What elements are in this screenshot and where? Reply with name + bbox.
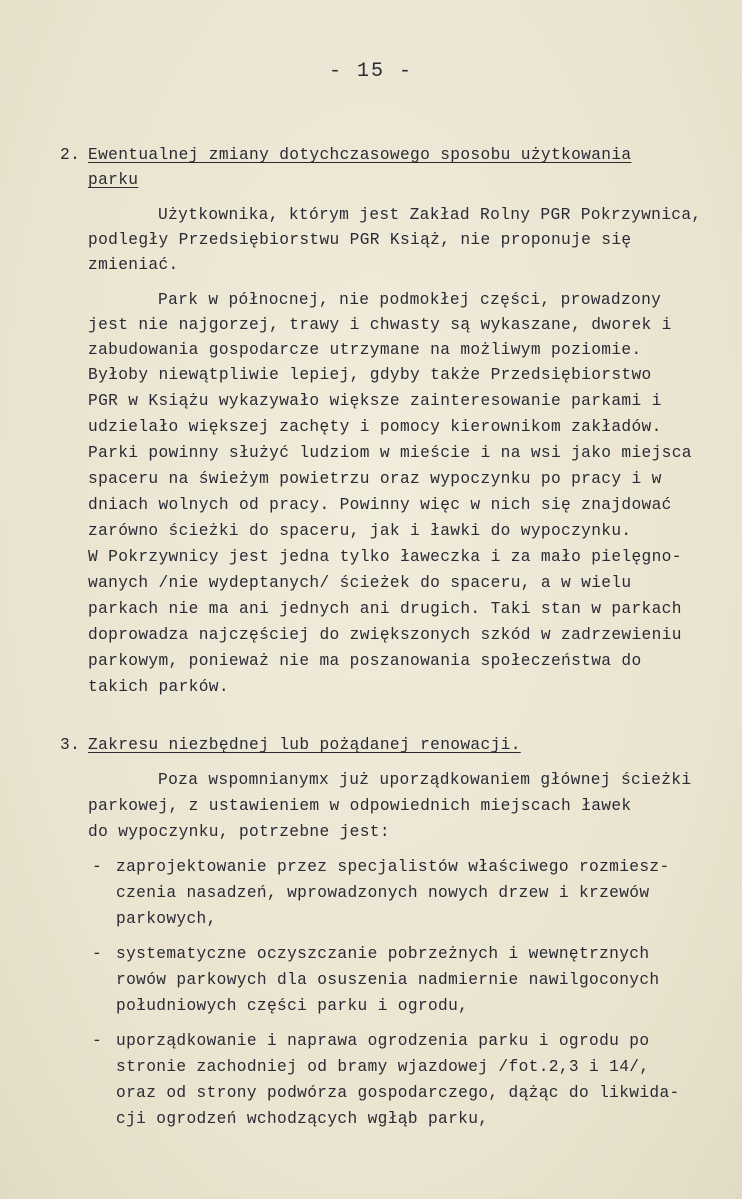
section-3-intro-line: Poza wspomnianymx już uporządkowaniem głównej ścieżki: [158, 771, 692, 789]
paragraph-2-line: jest nie najgorzej, trawy i chwasty są wykaszane, dworek i: [88, 316, 672, 334]
paragraph-2-line: parkowym, ponieważ nie ma poszanowania społeczeństwa do: [88, 652, 642, 670]
paragraph-1-line: zmieniać.: [88, 256, 179, 274]
paragraph-2-line: parkach nie ma ani jednych ani drugich. Taki stan w parkach: [88, 600, 682, 618]
list-item-dash: -: [92, 945, 103, 963]
paragraph-2-line: Parki powinny służyć ludziom w mieście i na wsi jako miejsca: [88, 444, 692, 462]
list-item-line: uporządkowanie i naprawa ogrodzenia parku i ogrodu po: [116, 1032, 650, 1050]
paragraph-2-line: W Pokrzywnicy jest jedna tylko ławeczka i za mało pielęgno-: [88, 548, 682, 566]
section-2-number: 2.: [60, 146, 81, 164]
paragraph-2-line: Park w północnej, nie podmokłej części, prowadzony: [158, 291, 662, 309]
paragraph-2-line: spaceru na świeżym powietrzu oraz wypoczynku po pracy i w: [88, 470, 662, 488]
paragraph-2-line: udzielało większej zachęty i pomocy kierownikom zakładów.: [88, 418, 662, 436]
section-3-heading: Zakresu niezbędnej lub pożądanej renowacji.: [88, 736, 521, 754]
section-3-number: 3.: [60, 736, 81, 754]
list-item-line: rowów parkowych dla osuszenia nadmiernie nawilgoconych: [116, 971, 660, 989]
paragraph-2-line: takich parków.: [88, 678, 229, 696]
paragraph-1-line: podległy Przedsiębiorstwu PGR Książ, nie proponuje się: [88, 231, 632, 249]
paragraph-1-line: Użytkownika, którym jest Zakład Rolny PGR Pokrzywnica,: [158, 206, 702, 224]
page-number: - 15 -: [328, 60, 413, 83]
paragraph-2-line: wanych /nie wydeptanych/ ścieżek do spaceru, a w wielu: [88, 574, 632, 592]
list-item-line: systematyczne oczyszczanie pobrzeżnych i wewnętrznych: [116, 945, 650, 963]
section-2-heading-line-1: Ewentualnej zmiany dotychczasowego sposobu użytkowania: [88, 146, 632, 164]
list-item-line: stronie zachodniej od bramy wjazdowej /fot.2,3 i 14/,: [116, 1058, 650, 1076]
paragraph-2-line: zabudowania gospodarcze utrzymane na możliwym poziomie.: [88, 341, 642, 359]
list-item-line: zaprojektowanie przez specjalistów właściwego rozmiesz-: [116, 858, 670, 876]
paragraph-2-line: PGR w Książu wykazywało większe zainteresowanie parkami i: [88, 392, 662, 410]
list-item-dash: -: [92, 1032, 103, 1050]
list-item-dash: -: [92, 858, 103, 876]
paragraph-2-line: zarówno ścieżki do spaceru, jak i ławki do wypoczynku.: [88, 522, 632, 540]
section-3-intro-line: do wypoczynku, potrzebne jest:: [88, 823, 390, 841]
paragraph-2-line: Byłoby niewątpliwie lepiej, gdyby także Przedsiębiorstwo: [88, 366, 652, 384]
section-2-heading-line-2: parku: [88, 171, 139, 189]
paragraph-2-line: dniach wolnych od pracy. Powinny więc w nich się znajdować: [88, 496, 672, 514]
list-item-line: oraz od strony podwórza gospodarczego, dążąc do likwida-: [116, 1084, 680, 1102]
list-item-line: parkowych,: [116, 910, 217, 928]
list-item-line: czenia nasadzeń, wprowadzonych nowych drzew i krzewów: [116, 884, 650, 902]
paragraph-2-line: doprowadza najczęściej do zwiększonych szkód w zadrzewieniu: [88, 626, 682, 644]
list-item-line: cji ogrodzeń wchodzących wgłąb parku,: [116, 1110, 489, 1128]
list-item-line: południowych części parku i ogrodu,: [116, 997, 469, 1015]
section-3-intro-line: parkowej, z ustawieniem w odpowiednich miejscach ławek: [88, 797, 632, 815]
